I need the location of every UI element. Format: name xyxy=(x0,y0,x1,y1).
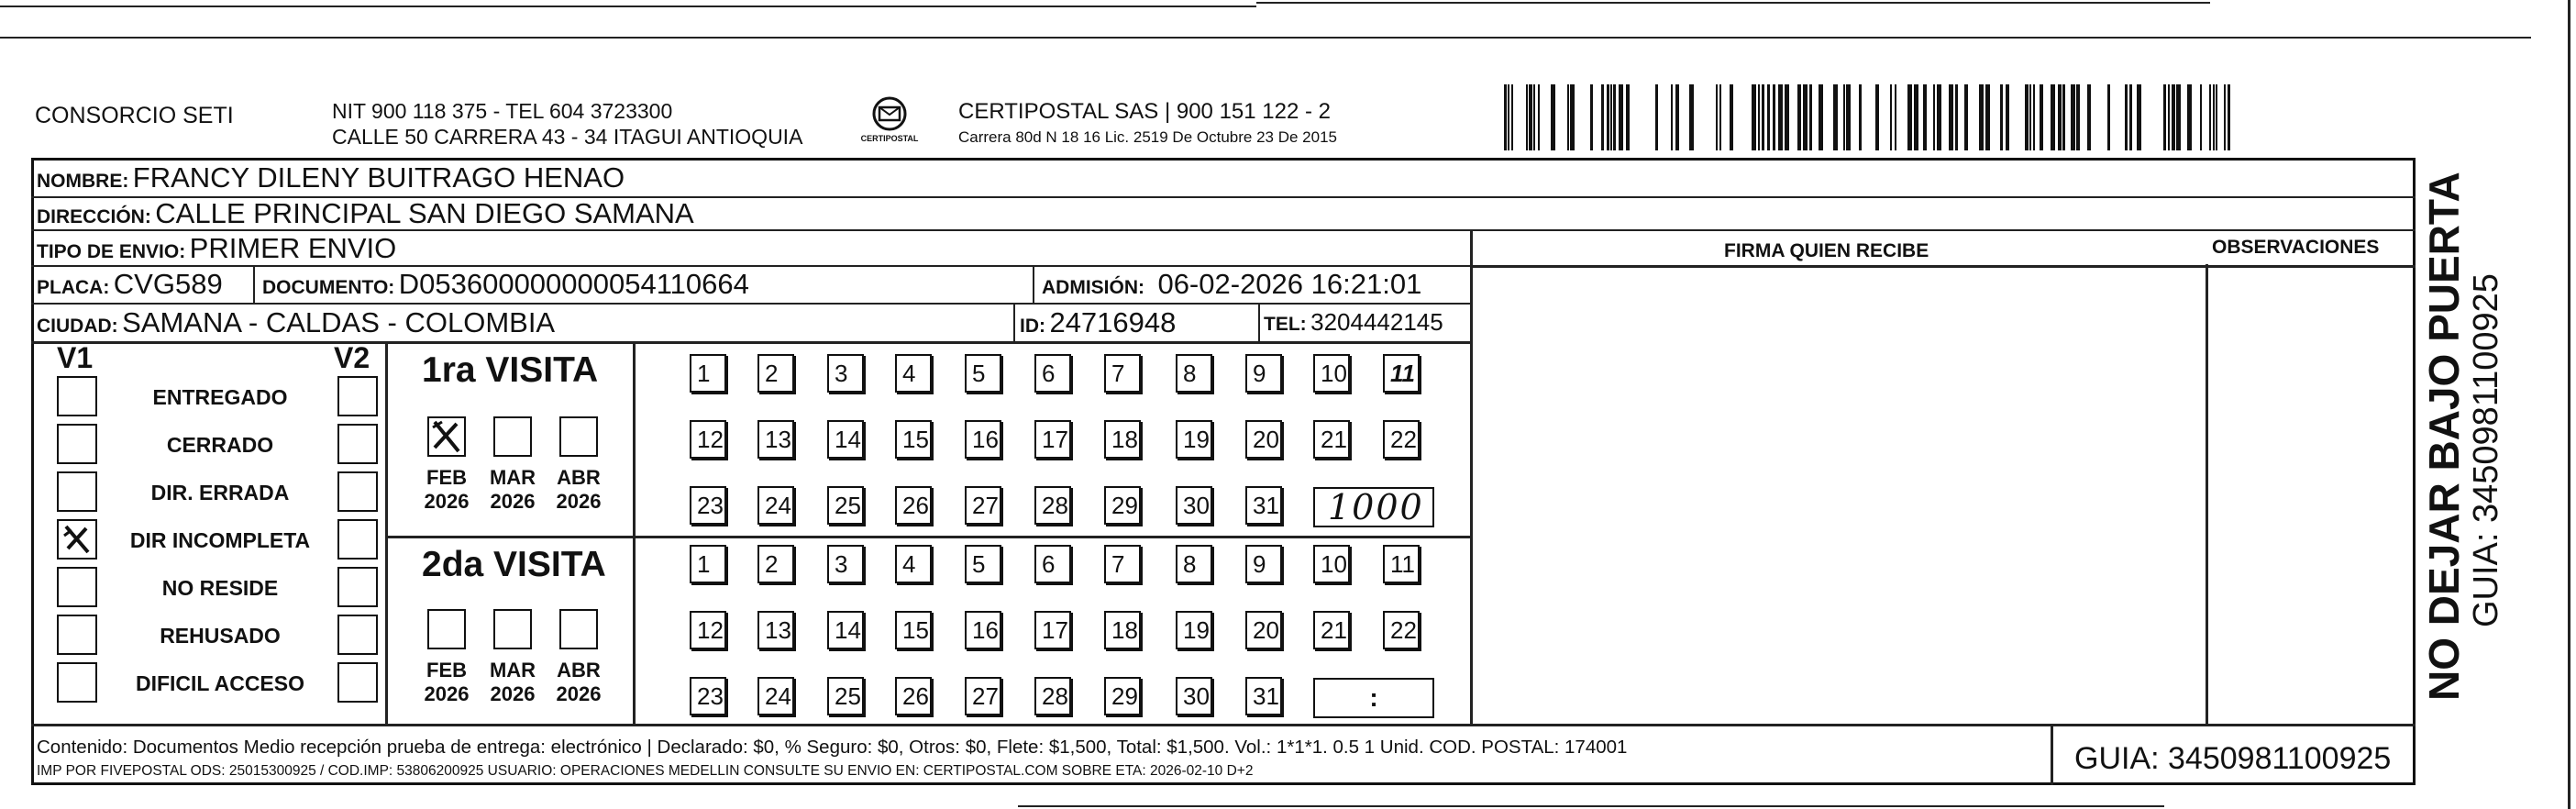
barcode-bar xyxy=(1526,84,1528,150)
observaciones-header: OBSERVACIONES xyxy=(2212,237,2380,258)
barcode-bar xyxy=(1859,84,1862,150)
first-visit-month-label xyxy=(551,466,606,514)
second-visit-day-box[interactable]: 21 xyxy=(1313,611,1350,649)
barcode-bar xyxy=(2224,84,2226,150)
second-visit-day-box[interactable]: 3 xyxy=(827,545,864,583)
month-year: 2026 xyxy=(490,490,536,513)
first-visit-month-label xyxy=(419,466,474,514)
status-label: DIFICIL ACCESO xyxy=(135,671,304,695)
second-visit-day-box[interactable]: 11 xyxy=(1383,545,1420,583)
second-visit-day-box[interactable]: 30 xyxy=(1176,677,1212,715)
barcode-bar xyxy=(1689,84,1694,150)
barcode-bar xyxy=(2176,84,2181,150)
v1-header: V1 xyxy=(57,341,94,374)
barcode-bar xyxy=(1949,84,1953,150)
v1-checkbox[interactable] xyxy=(57,567,97,607)
barcode-bar xyxy=(1758,84,1760,150)
row-line-4 xyxy=(31,303,1471,305)
second-visit-day-box[interactable]: 25 xyxy=(827,677,864,715)
first-visit-day-box[interactable]: 12 xyxy=(690,420,726,459)
footer-line-1: Contenido: Documentos Medio recepción prueba de entrega: electrónico | Declarado: $0, % Seguro: $0, Otros: $0, Flete: $1,500, Total: $1,500. Vol.: 1*1*1. 0.5 1 Unid. COD. POSTAL: 174001 xyxy=(37,737,1628,758)
v1-checkbox[interactable] xyxy=(57,615,97,655)
barcode-bar xyxy=(1767,84,1770,150)
barcode-bar xyxy=(2187,84,2192,150)
barcode-bar xyxy=(2029,84,2031,150)
status-label: REHUSADO xyxy=(160,624,281,648)
row-line-5 xyxy=(31,341,1471,344)
barcode-bar xyxy=(1508,84,1509,150)
barcode-bar xyxy=(1567,84,1569,150)
first-visit-day-box[interactable]: 20 xyxy=(1245,420,1282,459)
month-name: FEB xyxy=(426,659,467,682)
ciudad-value: SAMANA - CALDAS - COLOMBIA xyxy=(122,306,556,338)
first-visit-day-box[interactable]: 31 xyxy=(1245,486,1282,525)
barcode-bar xyxy=(2006,84,2009,150)
barcode-bar xyxy=(2040,84,2043,150)
barcode-bar xyxy=(1610,84,1612,150)
second-visit-day-box[interactable]: 17 xyxy=(1034,611,1071,649)
v1-checkbox[interactable] xyxy=(57,519,97,560)
first-visit-day-box[interactable]: 9 xyxy=(1245,354,1282,393)
second-visit-month-label xyxy=(485,659,540,706)
second-visit-time-box xyxy=(1313,678,1434,718)
first-visit-day-box[interactable]: 10 xyxy=(1313,354,1350,393)
barcode-bar xyxy=(1601,84,1604,150)
barcode-bar xyxy=(1730,84,1733,150)
first-visit-day-box[interactable]: 26 xyxy=(895,486,932,525)
barcode-bar xyxy=(2062,84,2065,150)
second-visit-month-box[interactable] xyxy=(559,609,598,649)
second-visit-day-box[interactable]: 23 xyxy=(690,677,726,715)
check-mark-icon xyxy=(429,418,464,455)
direccion-value: CALLE PRINCIPAL SAN DIEGO SAMANA xyxy=(155,197,694,229)
admision-divider xyxy=(1033,266,1034,303)
tel-cell xyxy=(1264,308,1443,337)
side-guia: GUIA: 3450981100925 xyxy=(2467,273,2505,627)
barcode-bar xyxy=(2168,84,2170,150)
barcode-bar xyxy=(1655,84,1658,150)
barcode-bar xyxy=(1511,84,1513,150)
second-visit-day-box[interactable]: 2 xyxy=(757,545,794,583)
tipo-label: TIPO DE ENVIO: xyxy=(37,241,186,262)
v2-checkbox[interactable] xyxy=(337,519,378,560)
tel-label: TEL: xyxy=(1264,314,1307,335)
first-visit-day-box[interactable]: 23 xyxy=(690,486,726,525)
first-visit-day-box[interactable]: 5 xyxy=(965,354,1001,393)
second-visit-day-box[interactable]: 9 xyxy=(1245,545,1282,583)
tel-value: 3204442145 xyxy=(1310,308,1443,336)
barcode-bar xyxy=(1752,84,1756,150)
ciudad-label: CIUDAD: xyxy=(37,316,118,337)
v2-checkbox[interactable] xyxy=(337,376,378,416)
top-rule-right xyxy=(1256,2,2210,4)
second-visit-day-box[interactable]: 4 xyxy=(895,545,932,583)
barcode-bar xyxy=(1803,84,1808,150)
second-visit-day-box[interactable]: 15 xyxy=(895,611,932,649)
barcode-bar xyxy=(1833,84,1838,150)
barcode-bar xyxy=(1890,84,1892,150)
barcode-bar xyxy=(1955,84,1958,150)
barcode-bar xyxy=(2200,84,2202,150)
second-visit-day-box[interactable]: 28 xyxy=(1034,677,1071,715)
barcode-bar xyxy=(1985,84,1990,150)
month-name: ABR xyxy=(557,659,601,682)
first-visit-day-box[interactable]: 28 xyxy=(1034,486,1071,525)
first-visit-title: 1ra VISITA xyxy=(422,350,599,390)
second-visit-month-box[interactable] xyxy=(427,609,466,649)
status-label: ENTREGADO xyxy=(152,385,288,409)
carrier-sub: Carrera 80d N 18 16 Lic. 2519 De Octubre 23 De 2015 xyxy=(958,128,1337,146)
month-year: 2026 xyxy=(424,682,470,705)
nombre-row xyxy=(37,161,625,194)
second-visit-day-box[interactable]: 7 xyxy=(1104,545,1141,583)
barcode-bar xyxy=(2025,84,2029,150)
first-visit-day-box[interactable]: 21 xyxy=(1313,420,1350,459)
barcode-bar xyxy=(2216,84,2217,150)
barcode-bar xyxy=(1914,84,1918,150)
barcode-bar xyxy=(1529,84,1532,150)
top-rule-full xyxy=(0,37,2531,39)
barcode-bar xyxy=(2213,84,2215,150)
placa-divider xyxy=(253,266,255,303)
first-visit-day-box[interactable]: 19 xyxy=(1176,420,1212,459)
month-year: 2026 xyxy=(490,682,536,705)
logo-text: CERTIPOSTAL xyxy=(860,134,919,143)
first-visit-month-box[interactable] xyxy=(559,416,598,457)
second-visit-day-box[interactable]: 29 xyxy=(1104,677,1141,715)
second-visit-day-box[interactable]: 12 xyxy=(690,611,726,649)
second-visit-day-box[interactable]: 16 xyxy=(965,611,1001,649)
barcode-bar xyxy=(1979,84,1984,150)
footer-line xyxy=(31,724,2416,726)
barcode-bar xyxy=(1762,84,1764,150)
admision-value: 06-02-2026 16:21:01 xyxy=(1157,268,1422,300)
side-warning: NO DEJAR BAJO PUERTA xyxy=(2420,172,2468,701)
barcode-bar xyxy=(2228,84,2230,150)
barcode-bar xyxy=(2033,84,2035,150)
second-visit-day-box[interactable]: 27 xyxy=(965,677,1001,715)
barcode-bar xyxy=(1907,84,1912,150)
first-visit-day-box[interactable]: 14 xyxy=(827,420,864,459)
barcode-bar xyxy=(2209,84,2211,150)
carrier-line: CERTIPOSTAL SAS | 900 151 122 - 2 xyxy=(958,99,1331,124)
v2-checkbox[interactable] xyxy=(337,615,378,655)
month-year: 2026 xyxy=(424,490,470,513)
v2-checkbox[interactable] xyxy=(337,567,378,607)
second-visit-day-box[interactable]: 31 xyxy=(1245,677,1282,715)
second-visit-day-box[interactable]: 6 xyxy=(1034,545,1071,583)
nombre-value: FRANCY DILENY BUITRAGO HENAO xyxy=(132,161,625,194)
first-visit-day-box[interactable]: 7 xyxy=(1104,354,1141,393)
row-line-6 xyxy=(2206,264,2208,725)
barcode-bar xyxy=(1570,84,1575,150)
status-label: CERRADO xyxy=(166,433,274,457)
v2-checkbox[interactable] xyxy=(337,662,378,703)
barcode-bar xyxy=(1875,84,1879,150)
first-visit-day-box[interactable]: 22 xyxy=(1383,420,1420,459)
first-visit-day-box[interactable]: 15 xyxy=(895,420,932,459)
nombre-label: NOMBRE: xyxy=(37,171,129,192)
first-visit-day-box[interactable]: 16 xyxy=(965,420,1001,459)
second-visit-day-box[interactable]: 18 xyxy=(1104,611,1141,649)
documento-label: DOCUMENTO: xyxy=(262,277,395,298)
month-name: ABR xyxy=(557,466,601,489)
barcode-bar xyxy=(2051,84,2055,150)
second-visit-month-label xyxy=(419,659,474,706)
v1-checkbox[interactable] xyxy=(57,662,97,703)
barcode-bar xyxy=(2071,84,2075,150)
barcode-bar xyxy=(1716,84,1718,150)
barcode-bar xyxy=(1923,84,1927,150)
first-visit-day-box[interactable]: 27 xyxy=(965,486,1001,525)
top-rule-left xyxy=(0,6,1256,7)
barcode-bar xyxy=(1843,84,1845,150)
first-visit-day-box[interactable]: 4 xyxy=(895,354,932,393)
month-year: 2026 xyxy=(556,490,602,513)
barcode-bar xyxy=(2076,84,2080,150)
firma-header-line xyxy=(1470,266,2416,268)
first-visit-time: 1000 xyxy=(1328,487,1424,527)
v1-checkbox[interactable] xyxy=(57,471,97,512)
second-visit-day-box[interactable]: 14 xyxy=(827,611,864,649)
first-visit-month-box[interactable] xyxy=(427,416,466,457)
placa-value: CVG589 xyxy=(113,268,223,300)
first-visit-day-box[interactable]: 11 xyxy=(1383,354,1420,393)
ciudad-cell xyxy=(37,306,555,339)
v2-checkbox[interactable] xyxy=(337,471,378,512)
barcode-bar xyxy=(1785,84,1789,150)
first-visit-day-box[interactable]: 3 xyxy=(827,354,864,393)
check-mark-icon xyxy=(59,521,95,558)
second-visit-day-box[interactable]: 26 xyxy=(895,677,932,715)
barcode-bar xyxy=(1590,84,1593,150)
firma-header: FIRMA QUIEN RECIBE xyxy=(1724,240,1929,261)
bottom-rule xyxy=(1018,805,2164,807)
id-value: 24716948 xyxy=(1049,306,1177,338)
right-panel-divider xyxy=(1470,229,1473,725)
barcode-bar xyxy=(1809,84,1812,150)
barcode-bar xyxy=(1551,84,1555,150)
second-visit-month-label xyxy=(551,659,606,706)
month-divider xyxy=(633,342,636,724)
barcode-bar xyxy=(1675,84,1679,150)
status-divider xyxy=(385,342,388,724)
barcode-bar xyxy=(1607,84,1609,150)
footer-guia: GUIA: 3450981100925 xyxy=(2074,741,2392,776)
id-cell xyxy=(1020,306,1176,339)
second-visit-day-box[interactable]: 22 xyxy=(1383,611,1420,649)
first-visit-month-label xyxy=(485,466,540,514)
barcode-bar xyxy=(2172,84,2175,150)
tipo-value: PRIMER ENVIO xyxy=(189,232,397,264)
barcode-bar xyxy=(2087,84,2091,150)
v2-header: V2 xyxy=(334,341,370,374)
barcode-bar xyxy=(1937,84,1941,150)
first-visit-month-box[interactable] xyxy=(493,416,532,457)
barcode-bar xyxy=(2137,84,2141,150)
barcode-bar xyxy=(1619,84,1623,150)
barcode-bar xyxy=(2058,84,2062,150)
second-visit-day-box[interactable]: 5 xyxy=(965,545,1001,583)
first-visit-day-box[interactable]: 29 xyxy=(1104,486,1141,525)
barcode-bar xyxy=(1819,84,1823,150)
status-label: NO RESIDE xyxy=(161,576,279,600)
admision-cell xyxy=(1042,268,1421,301)
second-visit-day-box[interactable]: 10 xyxy=(1313,545,1350,583)
first-visit-day-box[interactable]: 2 xyxy=(757,354,794,393)
barcode-bar xyxy=(1846,84,1851,150)
company-name: CONSORCIO SETI xyxy=(35,103,234,128)
barcode-bar xyxy=(1933,84,1935,150)
second-visit-month-box[interactable] xyxy=(493,609,532,649)
right-edge-rule xyxy=(2568,0,2570,809)
barcode-bar xyxy=(1719,84,1721,150)
id-divider xyxy=(1013,304,1015,342)
first-visit-day-box[interactable]: 1 xyxy=(690,354,726,393)
nit-line: NIT 900 118 375 - TEL 604 3723300 xyxy=(332,99,673,123)
first-visit-day-box[interactable]: 6 xyxy=(1034,354,1071,393)
placa-label: PLACA: xyxy=(37,277,110,298)
second-visit-day-box[interactable]: 1 xyxy=(690,545,726,583)
first-visit-day-box[interactable]: 8 xyxy=(1176,354,1212,393)
month-name: MAR xyxy=(489,466,536,489)
month-year: 2026 xyxy=(556,682,602,705)
second-visit-day-box[interactable]: 20 xyxy=(1245,611,1282,649)
first-visit-day-box[interactable]: 25 xyxy=(827,486,864,525)
month-name: MAR xyxy=(489,659,536,682)
v2-checkbox[interactable] xyxy=(337,424,378,464)
month-name: FEB xyxy=(426,466,467,489)
first-visit-day-box[interactable]: 24 xyxy=(757,486,794,525)
barcode-bar xyxy=(1964,84,1968,150)
barcode-bar xyxy=(2163,84,2166,150)
barcode-bar xyxy=(1773,84,1775,150)
footer-guia-divider xyxy=(2051,724,2053,785)
first-visit-time-box xyxy=(1313,487,1434,527)
first-visit-day-box[interactable]: 17 xyxy=(1034,420,1071,459)
barcode xyxy=(1504,84,2238,150)
second-visit-day-box[interactable]: 13 xyxy=(757,611,794,649)
tel-divider xyxy=(1258,304,1260,342)
barcode-bar xyxy=(1613,84,1616,150)
second-visit-day-box[interactable]: 19 xyxy=(1176,611,1212,649)
v1-checkbox[interactable] xyxy=(57,376,97,416)
second-visit-day-box[interactable]: 24 xyxy=(757,677,794,715)
visit-divider xyxy=(385,536,1471,538)
status-label: DIR. ERRADA xyxy=(150,481,290,504)
barcode-bar xyxy=(1626,84,1630,150)
barcode-bar xyxy=(1671,84,1673,150)
documento-value: D053600000000054110664 xyxy=(398,268,749,300)
placa-cell xyxy=(37,268,223,301)
address-line: CALLE 50 CARRERA 43 - 34 ITAGUI ANTIOQUIA xyxy=(332,125,803,149)
status-label: DIR INCOMPLETA xyxy=(129,528,311,552)
barcode-bar xyxy=(1504,84,1507,150)
barcode-bar xyxy=(2000,84,2003,150)
footer-line-2: IMP POR FIVEPOSTAL ODS: 25015300925 / COD.IMP: 53806200925 USUARIO: OPERACIONES MEDELLIN CONSULTE SU ENVIO EN: CERTIPOSTAL.COM SOBRE ETA: 2026-02-10 D+2 xyxy=(37,763,1254,779)
direccion-row xyxy=(37,197,694,230)
second-visit-time: : xyxy=(1369,683,1378,712)
barcode-bar xyxy=(1797,84,1801,150)
direccion-label: DIRECCIÓN: xyxy=(37,206,151,227)
first-visit-day-box[interactable]: 30 xyxy=(1176,486,1212,525)
barcode-bar xyxy=(2107,84,2110,150)
id-label: ID: xyxy=(1020,316,1045,337)
barcode-bar xyxy=(1778,84,1783,150)
barcode-bar xyxy=(1533,84,1535,150)
admision-label: ADMISIÓN: xyxy=(1042,277,1144,298)
documento-cell xyxy=(262,268,749,301)
second-visit-day-box[interactable]: 8 xyxy=(1176,545,1212,583)
second-visit-title: 2da VISITA xyxy=(422,545,606,584)
barcode-bar xyxy=(2129,84,2132,150)
first-visit-day-box[interactable]: 13 xyxy=(757,420,794,459)
barcode-bar xyxy=(1895,84,1896,150)
barcode-bar xyxy=(2125,84,2128,150)
certipostal-logo xyxy=(857,94,922,149)
first-visit-day-box[interactable]: 18 xyxy=(1104,420,1141,459)
v1-checkbox[interactable] xyxy=(57,424,97,464)
tipo-row xyxy=(37,232,396,265)
barcode-bar xyxy=(1538,84,1540,150)
